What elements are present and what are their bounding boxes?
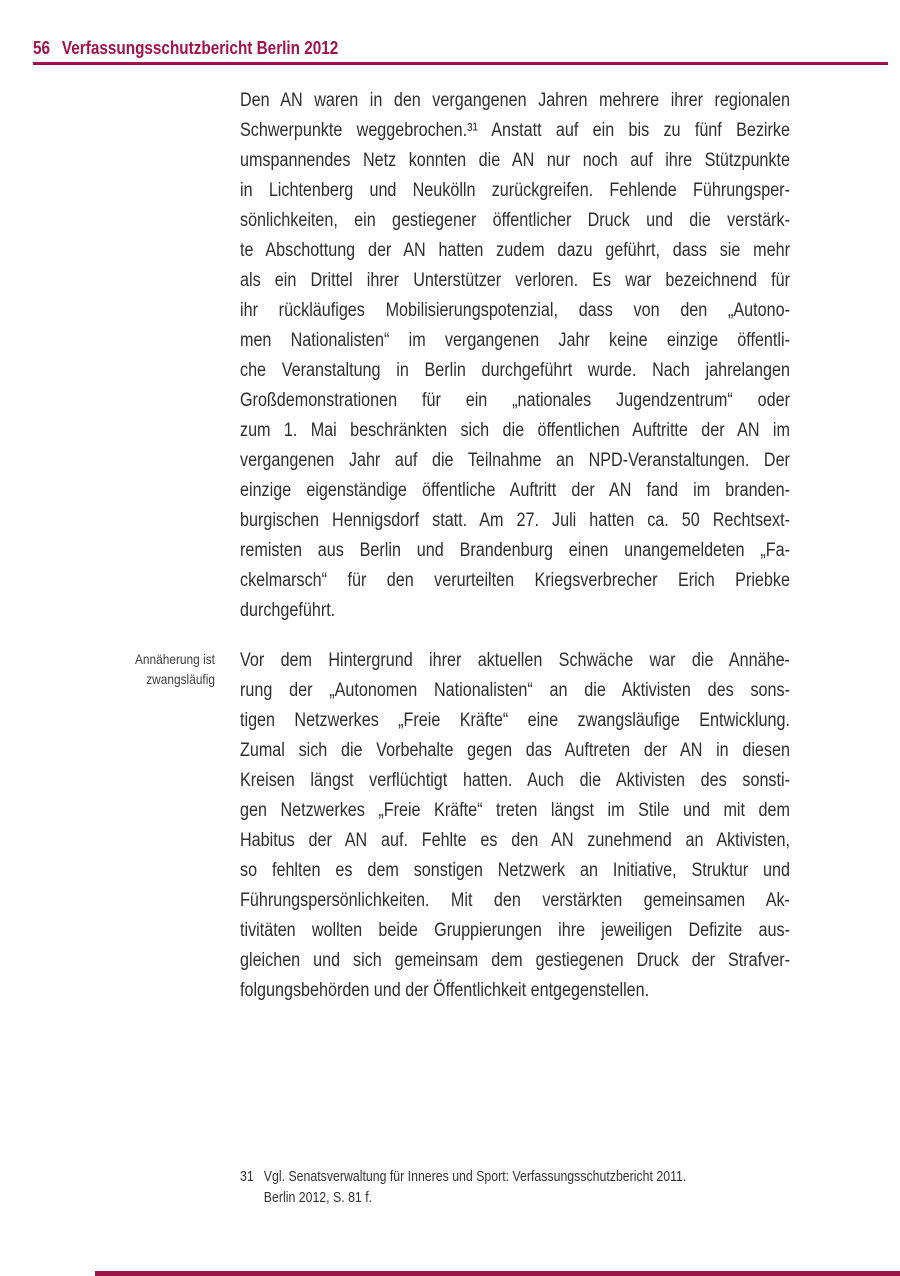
text-line: Führungspersönlichkeiten. Mit den verstärkten gemeinsamen Ak- <box>240 890 790 911</box>
text-line: in Lichtenberg und Neukölln zurückgreifen. Fehlende Führungsper- <box>240 180 790 201</box>
page-header <box>33 38 798 59</box>
margin-note <box>88 649 216 689</box>
paragraph-1 <box>240 86 790 626</box>
text-line: che Veranstaltung in Berlin durchgeführt wurde. Nach jahrelangen <box>240 360 790 381</box>
text-line: einzige eigenständige öffentliche Auftritt der AN fand im branden- <box>240 480 790 501</box>
text-line: umspannendes Netz konnten die AN nur noch auf ihre Stützpunkte <box>240 150 790 171</box>
text-line: Kreisen längst verflüchtigt hatten. Auch die Aktivisten des sonsti- <box>240 770 790 791</box>
text-line: Den AN waren in den vergangenen Jahren mehrere ihrer regionalen <box>240 90 790 111</box>
margin-note-line: zwangsläufig <box>146 671 215 687</box>
text-line: gleichen und sich gemeinsam dem gestiegenen Druck der Strafver- <box>240 950 790 971</box>
text-line: folgungsbehörden und der Öffentlichkeit entgegenstellen. <box>240 980 650 1001</box>
margin-note-line: Annäherung ist <box>134 651 215 667</box>
text-line: te Abschottung der AN hatten zudem dazu geführt, dass sie mehr <box>240 240 790 261</box>
text-line: tivitäten wollten beide Gruppierungen ihre jeweiligen Defizite aus- <box>240 920 790 941</box>
header-rule <box>33 62 888 65</box>
body-column <box>240 86 790 1006</box>
text-line: als ein Drittel ihrer Unterstützer verloren. Es war bezeichnend für <box>240 270 790 291</box>
text-line: Vor dem Hintergrund ihrer aktuellen Schwäche war die Annähe- <box>240 650 790 671</box>
text-line: vergangenen Jahr auf die Teilnahme an NPD-Veranstaltungen. Der <box>240 450 790 471</box>
text-line: rung der „Autonomen Nationalisten“ an die Aktivisten des sons- <box>240 680 790 701</box>
footnote-line: Berlin 2012, S. 81 f. <box>263 1190 373 1206</box>
text-line: Schwerpunkte weggebrochen.³¹ Anstatt auf ein bis zu fünf Bezirke <box>240 120 790 141</box>
footnote-number: 31 <box>240 1169 254 1185</box>
header-title: Verfassungsschutzbericht Berlin 2012 <box>61 38 339 58</box>
text-line: zum 1. Mai beschränkten sich die öffentlichen Auftritte der AN im <box>240 420 790 441</box>
text-line: remisten aus Berlin und Brandenburg einen unangemeldeten „Fa- <box>240 540 790 561</box>
paragraph-2 <box>240 646 790 1006</box>
footer-rule <box>95 1271 900 1276</box>
text-line: Zumal sich die Vorbehalte gegen das Auftreten der AN in diesen <box>240 740 790 761</box>
text-line: ihr rückläufiges Mobilisierungspotenzial, dass von den „Autono- <box>240 300 790 321</box>
page-number: 56 <box>33 38 51 58</box>
text-line: ckelmarsch“ für den verurteilten Kriegsverbrecher Erich Priebke <box>240 570 790 591</box>
text-line: sönlichkeiten, ein gestiegener öffentlicher Druck und die verstärk- <box>240 210 790 231</box>
text-line: durchgeführt. <box>240 600 336 621</box>
text-line: gen Netzwerkes „Freie Kräfte“ treten längst im Stile und mit dem <box>240 800 790 821</box>
footnote <box>240 1167 800 1209</box>
footnote-line: Vgl. Senatsverwaltung für Inneres und Sport: Verfassungsschutzbericht 2011. <box>263 1169 687 1185</box>
text-line: so fehlten es dem sonstigen Netzwerk an Initiative, Struktur und <box>240 860 790 881</box>
text-line: Großdemonstrationen für ein „nationales Jugendzentrum“ oder <box>240 390 790 411</box>
text-line: men Nationalisten“ im vergangenen Jahr keine einzige öffentli- <box>240 330 790 351</box>
footnote-text <box>264 1167 687 1209</box>
text-line: Habitus der AN auf. Fehlte es den AN zunehmend an Aktivisten, <box>240 830 790 851</box>
text-line: tigen Netzwerkes „Freie Kräfte“ eine zwangsläufige Entwicklung. <box>240 710 790 731</box>
text-line: burgischen Hennigsdorf statt. Am 27. Juli hatten ca. 50 Rechtsext- <box>240 510 790 531</box>
